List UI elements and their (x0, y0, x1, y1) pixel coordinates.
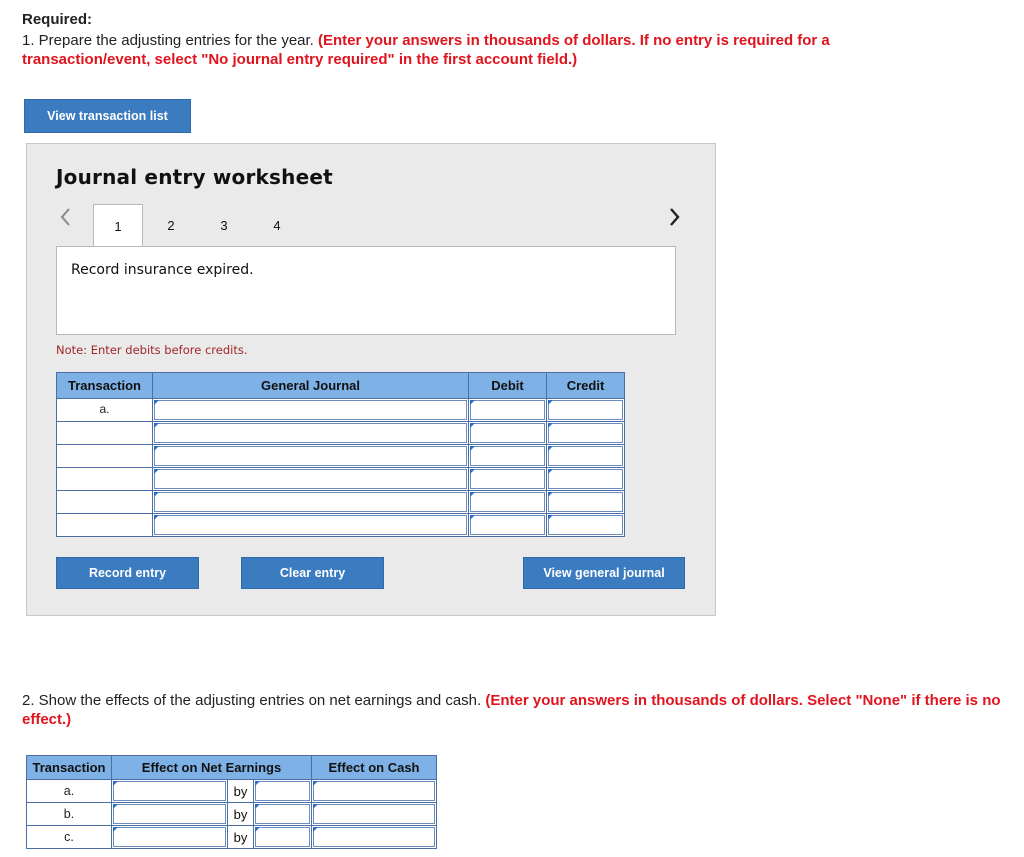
transaction-cell: c. (27, 826, 112, 849)
debit-input[interactable] (469, 514, 547, 537)
worksheet-page-tab-2[interactable]: 2 (167, 217, 175, 233)
table-row (57, 399, 625, 422)
column-header-transaction: Transaction (27, 756, 112, 780)
transaction-cell: b. (27, 803, 112, 826)
required-heading: Required: (22, 11, 93, 28)
table-row (27, 780, 437, 803)
net-earnings-amount-input[interactable] (254, 780, 312, 803)
worksheet-page-tab-3[interactable]: 3 (220, 217, 228, 233)
question-2-prompt: 2. Show the effects of the adjusting entries on net earnings and cash. (22, 692, 486, 709)
credit-input[interactable] (547, 514, 625, 537)
table-row (57, 445, 625, 468)
credit-input[interactable] (547, 491, 625, 514)
transaction-cell (57, 514, 153, 537)
record-entry-button[interactable]: Record entry (56, 557, 199, 589)
debit-input[interactable] (469, 468, 547, 491)
column-header-credit: Credit (547, 373, 625, 399)
worksheet-title: Journal entry worksheet (56, 165, 333, 189)
transaction-cell: a. (57, 399, 153, 422)
account-select[interactable] (153, 514, 469, 537)
debit-input[interactable] (469, 399, 547, 422)
table-row (57, 468, 625, 491)
chevron-left-icon[interactable] (58, 206, 74, 230)
column-header-transaction: Transaction (57, 373, 153, 399)
table-row (57, 514, 625, 537)
column-header-general-journal: General Journal (153, 373, 469, 399)
net-earnings-amount-input[interactable] (254, 803, 312, 826)
cash-effect-select[interactable] (312, 780, 437, 803)
by-label: by (228, 826, 254, 849)
account-select[interactable] (153, 468, 469, 491)
view-general-journal-button[interactable]: View general journal (523, 557, 685, 589)
transaction-cell (57, 445, 153, 468)
by-label: by (228, 803, 254, 826)
account-select[interactable] (153, 491, 469, 514)
debit-input[interactable] (469, 445, 547, 468)
cash-effect-select[interactable] (312, 826, 437, 849)
transaction-cell (57, 422, 153, 445)
journal-entry-table (56, 372, 625, 537)
account-select[interactable] (153, 422, 469, 445)
table-row (57, 491, 625, 514)
effects-table-header-row (27, 756, 437, 780)
net-earnings-direction-select[interactable] (112, 803, 228, 826)
clear-entry-button[interactable]: Clear entry (241, 557, 384, 589)
question-2-text (22, 691, 1002, 729)
worksheet-page-tab-4[interactable]: 4 (273, 217, 281, 233)
credit-input[interactable] (547, 445, 625, 468)
transaction-description-box (56, 246, 676, 335)
column-header-debit: Debit (469, 373, 547, 399)
journal-table-header-row (57, 373, 625, 399)
effects-table (26, 755, 437, 849)
transaction-cell (57, 491, 153, 514)
by-label: by (228, 780, 254, 803)
transaction-cell (57, 468, 153, 491)
worksheet-page-tab-1[interactable]: 1 (93, 204, 143, 247)
net-earnings-direction-select[interactable] (112, 780, 228, 803)
account-select[interactable] (153, 445, 469, 468)
table-row (27, 803, 437, 826)
net-earnings-amount-input[interactable] (254, 826, 312, 849)
credit-input[interactable] (547, 422, 625, 445)
debit-credit-note: Note: Enter debits before credits. (56, 343, 248, 357)
question-2-instruction: (Enter your answers in thousands of dollars. Select "None" if there is no effect.) (22, 692, 1001, 728)
debit-input[interactable] (469, 422, 547, 445)
column-header-effect-on-cash: Effect on Cash (312, 756, 437, 780)
credit-input[interactable] (547, 399, 625, 422)
account-select[interactable] (153, 399, 469, 422)
question-1-prompt: 1. Prepare the adjusting entries for the year. (22, 32, 319, 49)
transaction-cell: a. (27, 780, 112, 803)
credit-input[interactable] (547, 468, 625, 491)
question-1-instruction: (Enter your answers in thousands of dollars. If no entry is required for a transaction/event, select "No journal entry required" in the first account field.) (22, 32, 830, 68)
column-header-effect-on-net-earnings: Effect on Net Earnings (112, 756, 312, 780)
transaction-description: Record insurance expired. (71, 262, 254, 278)
question-1-text (22, 31, 962, 69)
table-row (57, 422, 625, 445)
debit-input[interactable] (469, 491, 547, 514)
net-earnings-direction-select[interactable] (112, 826, 228, 849)
cash-effect-select[interactable] (312, 803, 437, 826)
chevron-right-icon[interactable] (668, 206, 684, 230)
table-row (27, 826, 437, 849)
view-transaction-list-button[interactable]: View transaction list (24, 99, 191, 133)
